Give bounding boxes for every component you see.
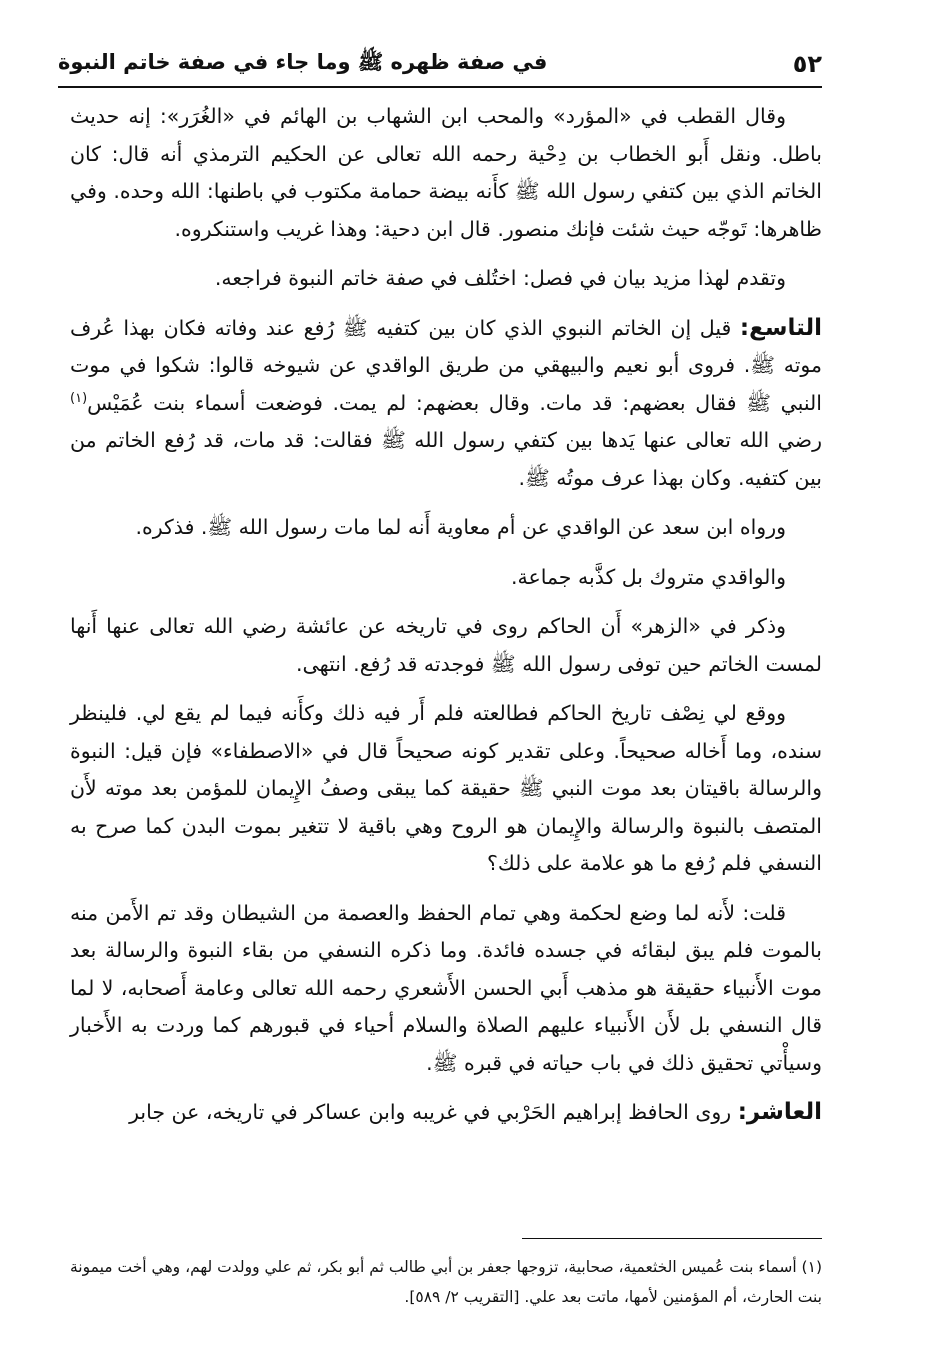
paragraph-text-continued: رضي الله تعالى عنها يَدها بين كتفي رسول الله ﷺ فقالت: قد مات، قد رُفع الخاتم من بين كتفيه. وكان بهذا عرف موتُه ﷺ. — [70, 428, 822, 490]
paragraph-text: قيل إن الخاتم النبوي الذي كان بين كتفيه ﷺ رُفع عند وفاته فكان بهذا عُرف موته ﷺ. فروى أبو نعيم والبيهقي من طريق الواقدي عن شيوخه قالوا: شكوا في موت النبي ﷺ فقال بعضهم: قد مات. وقال بعضهم: لم يمت. فوضعت أسماء بنت عُمَيْس — [70, 315, 822, 415]
paragraph: وذكر في «الزهر» أَن الحاكم روى في تاريخه عن عائشة رضي الله تعالى عنها أَنها لمست الخاتم حين توفى رسول الله ﷺ فوجدته قد رُفع. انتهى. — [70, 614, 822, 676]
footnote-divider — [522, 1238, 822, 1239]
paragraph-text: روى الحافظ إبراهيم الحَرْبي في غريبه وابن عساكر في تاريخه، عن جابر — [129, 1100, 738, 1124]
paragraph-ninth — [70, 310, 822, 498]
section-lead-tenth: العاشر: — [737, 1099, 822, 1125]
page-header — [58, 42, 822, 88]
main-text — [70, 98, 822, 1144]
footnote — [70, 1252, 822, 1312]
paragraph-tenth — [70, 1094, 822, 1132]
paragraph: قلت: لأَنه لما وضع لحكمة وهي تمام الحفظ والعصمة من الشيطان وقد تم الأَمن منه بالموت فلم يبق لبقائه في جسده فائدة. وما ذكره النسفي من بقاء النبوة والرسالة بعد موت الأَنبياء حقيقة هو مذهب أَبي الحسن الأَشعري رحمه الله تعالى وعامة أَصحابه، لا لما قال النسفي بل لأَن الأَنبياء عليهم الصلاة والسلام أحياء في قبورهم كما وردت به الأَخبار وسيأْتي تحقيق ذلك في باب حياته في قبره ﷺ. — [70, 900, 822, 1075]
paragraph: وقال القطب في «المؤرد» والمحب ابن الشهاب بن الهائم في «الغُرَر»: إنه حديث باطل. ونقل أَبو الخطاب بن دِحْية رحمه الله تعالى عن الحكيم الترمذي أنه قال: كان الخاتم الذي بين كتفي رسول الله ﷺ كأَنه بيضة حمامة مكتوب في باطنها: الله وحده. وفي ظاهرها: تَوجّه حيث شئت فإنك منصور. قال ابن دحية: وهذا غريب واستنكروه. — [70, 104, 822, 241]
page-number: ٥٢ — [792, 50, 822, 78]
footnote-marker[interactable]: (١) — [70, 390, 88, 406]
paragraph: ووقع لي نِصْف تاريخ الحاكم فطالعته فلم أَر فيه ذلك وكأَنه فيما لم يقع لي. فلينظر سنده، وما أَخاله صحيحاً. وعلى تقدير كونه صحيحاً قال في «الاصطفاء» فإن قيل: النبوة والرسالة باقيتان بعد موت النبي ﷺ حقيقة كما يبقى وصفُ الإِيمان للمؤمن بعد موته لأَن المتصف بالنبوة والرسالة والإِيمان هو الروح وهي باقية لا تتغير بموت البدن كما صرح به النسفي فلم رُفع ما هو علامة على ذلك؟ — [70, 701, 822, 875]
running-title: في صفة ظهره ﷺ وما جاء في صفة خاتم النبوة — [58, 49, 548, 74]
section-lead-ninth: التاسع: — [739, 314, 822, 341]
paragraph: ورواه ابن سعد عن الواقدي عن أم معاوية أَنه لما مات رسول الله ﷺ. فذكره. — [135, 515, 786, 539]
footnote-text: (١) أسماء بنت عُميس الخثعمية، صحابية، تزوجها جعفر بن أبي طالب ثم أبو بكر، ثم علي وولدت لهم، وهي أخت ميمونة بنت الحارث، أم المؤمنين لأمها، ماتت بعد علي. [التقريب ٢/ ٥٨٩]. — [70, 1258, 822, 1306]
paragraph: والواقدي متروك بل كذَّبه جماعة. — [510, 564, 786, 589]
paragraph: وتقدم لهذا مزيد بيان في فصل: اختُلف في صفة خاتم النبوة فراجعه. — [214, 266, 786, 290]
